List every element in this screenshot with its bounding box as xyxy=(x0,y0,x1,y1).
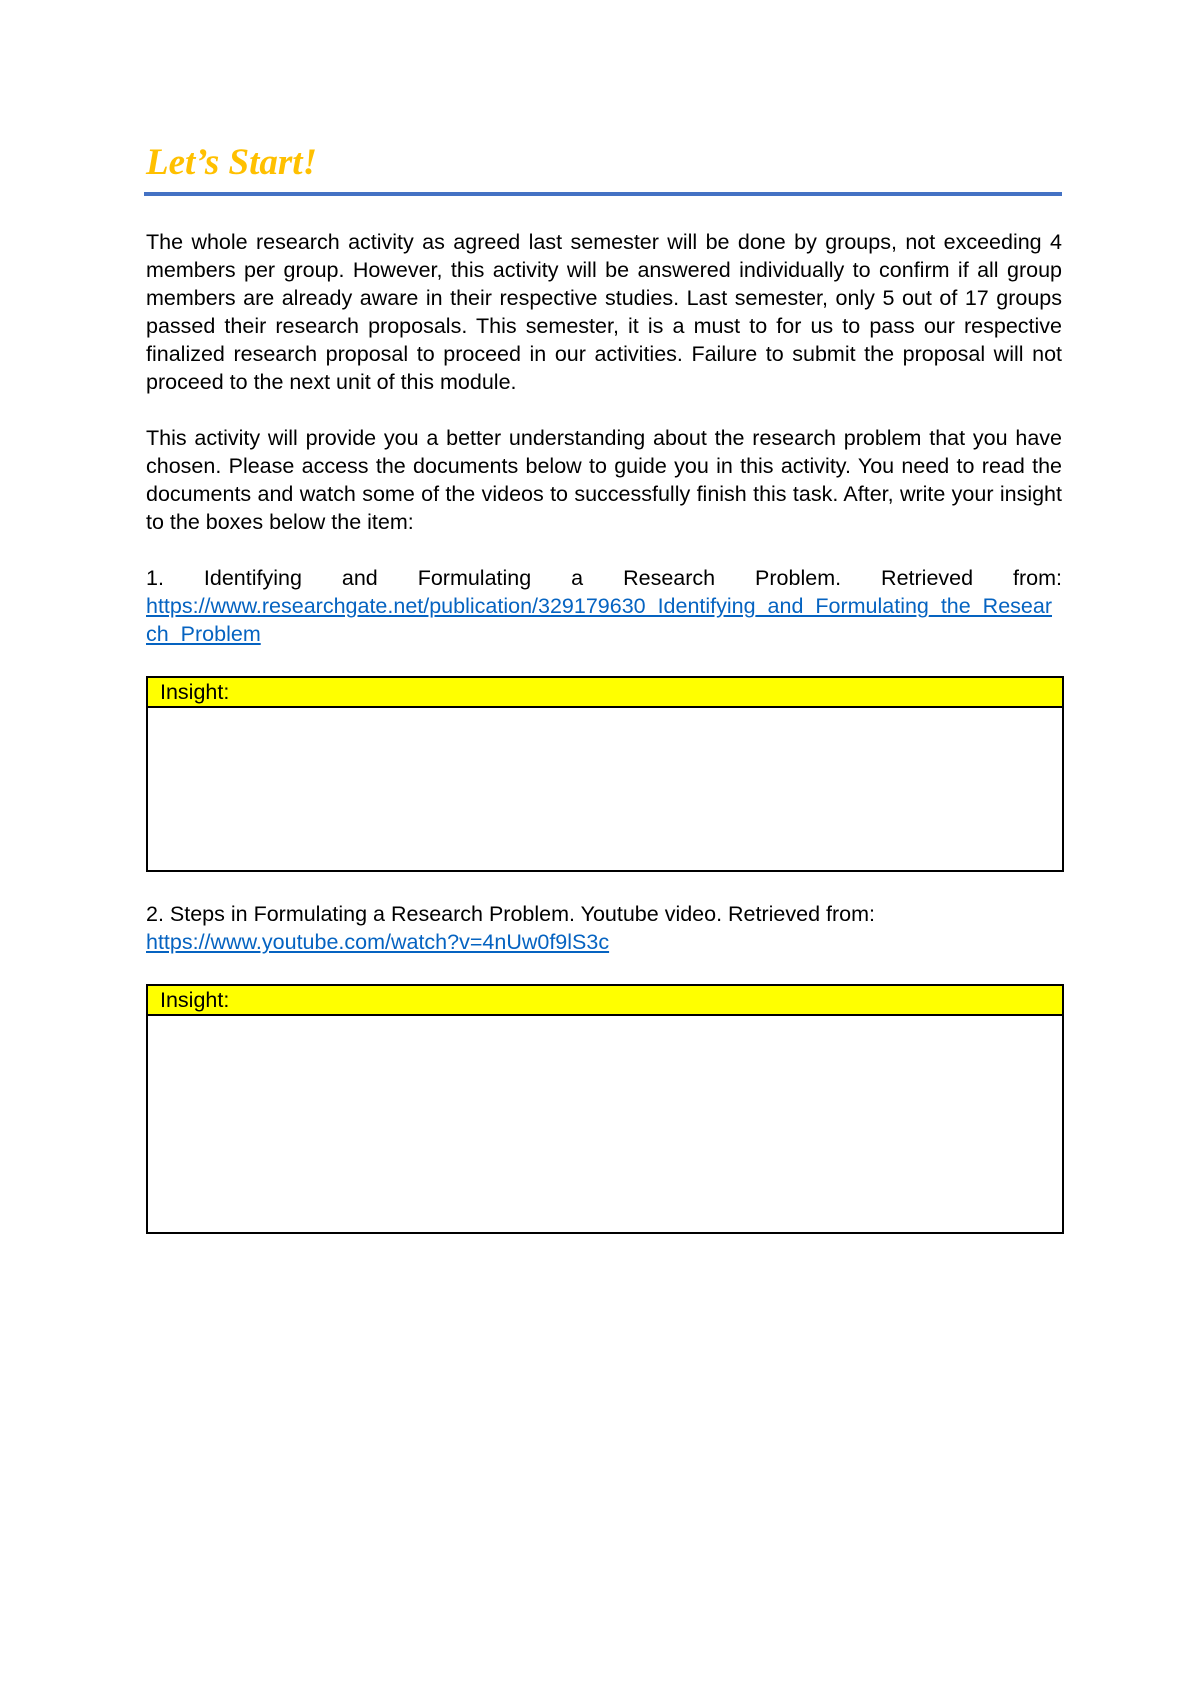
resource-link[interactable]: https://www.youtube.com/watch?v=4nUw0f9lS3c xyxy=(146,930,610,954)
title-divider xyxy=(144,192,1062,196)
insight-answer-area[interactable] xyxy=(148,708,1062,870)
instructions-paragraph: This activity will provide you a better understanding about the research problem that you have chosen. Please access the documents below to guide you in this activity. You need to read the documents and watch some of the videos to successfully finish this task. After, write your insight to the boxes below the item: xyxy=(146,426,1062,534)
resource-item-title: 1. Identifying and Formulating a Research Problem. Retrieved from: xyxy=(146,566,1062,590)
insight-label: Insight: xyxy=(148,678,1062,708)
insight-answer-area[interactable] xyxy=(148,1016,1062,1232)
resource-item-2 xyxy=(146,900,1062,956)
resource-item-1 xyxy=(146,564,1062,648)
insight-box-2[interactable] xyxy=(146,984,1064,1234)
insight-box-1[interactable] xyxy=(146,676,1064,872)
resource-item-title: 2. Steps in Formulating a Research Problem. Youtube video. Retrieved from: xyxy=(146,902,875,926)
insight-label: Insight: xyxy=(148,986,1062,1016)
resource-link[interactable]: https://www.researchgate.net/publication/329179630_Identifying_and_Formulating_the_Research_Problem xyxy=(146,594,1052,646)
intro-paragraph: The whole research activity as agreed last semester will be done by groups, not exceeding 4 members per group. However, this activity will be answered individually to confirm if all group members are already aware in their respective studies. Last semester, only 5 out of 17 groups passed their research proposals. This semester, it is a must to for us to pass our respective finalized research proposal to proceed in our activities. Failure to submit the proposal will not proceed to the next unit of this module. xyxy=(146,230,1062,394)
page-title: Let’s Start! xyxy=(146,142,317,183)
document-page xyxy=(146,140,1062,1234)
